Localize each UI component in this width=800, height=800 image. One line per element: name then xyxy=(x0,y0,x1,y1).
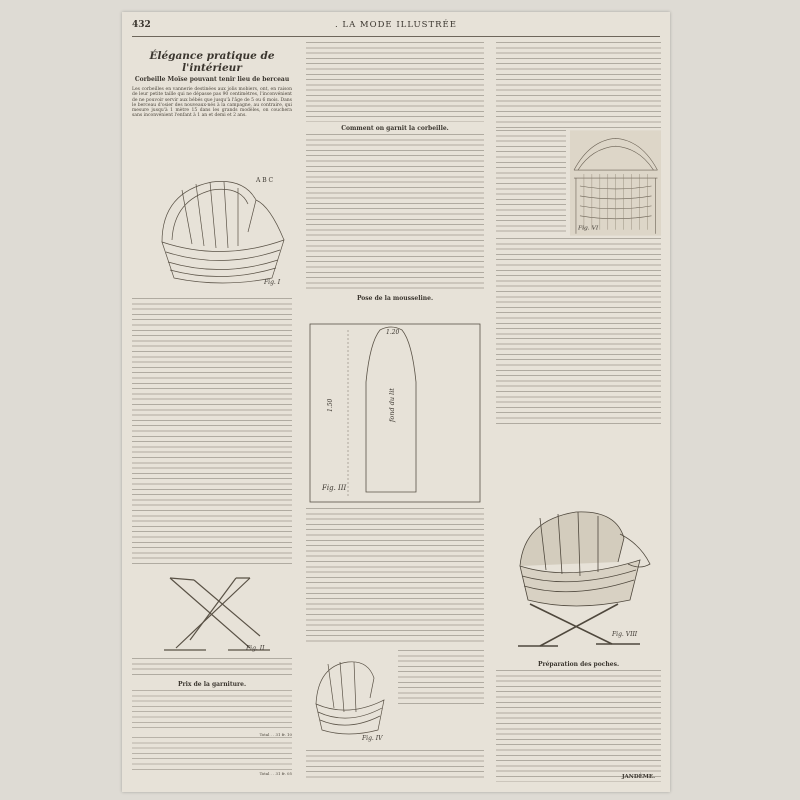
figure-1-bassinet xyxy=(152,170,292,290)
header-rule xyxy=(132,36,660,37)
figure-8-bassinet-on-stand xyxy=(500,504,658,654)
intro-paragraph: Les corbeilles en vannerie destinées aux jolis mobiers, ont, en raison de leur petite taille qui ne dépasse pas 90 centimètres, l'inconvénient de ne pouvoir servir aux bébés que jusqu'à l'âge de 5 ou 6 mois. Dans le berceau d'osier des nouveaux-nés à la campagne, au contraire, qui mesure jusqu'à 1 mètre 15 dans les grands modèles, on couchera sans inconvénient l'enfant à 1 an et demi et 2 ans. xyxy=(132,87,292,119)
col3-top-split xyxy=(496,130,661,236)
fig3-center-label: fond du lit xyxy=(388,388,396,422)
col3-bottom xyxy=(496,658,661,782)
journal-title: . LA MODE ILLUSTRÉE xyxy=(335,20,457,30)
figure-4-small-bassinet xyxy=(308,648,394,744)
price-total-1: Total . . 31 fr. 10 xyxy=(259,732,292,737)
heading-garnir: Comment on garnit la corbeille. xyxy=(341,125,449,132)
col2-footer-text xyxy=(306,750,484,778)
price-total-2: Total . . 31 fr. 05 xyxy=(259,771,292,777)
heading-poches: Préparation des poches. xyxy=(537,661,620,668)
article-subtitle: Corbeille Moïse pouvant tenir lieu de berceau xyxy=(134,76,290,83)
author-signature: JANDÈME. xyxy=(621,774,655,780)
fig1-caption: Fig. I xyxy=(264,279,281,286)
fig3-caption: Fig. III xyxy=(322,484,347,492)
column-1 xyxy=(132,42,292,782)
garniture-heading: Prix de la garniture. xyxy=(177,681,247,688)
fig2-caption: Fig. II xyxy=(246,645,265,652)
column-3 xyxy=(496,42,661,782)
magazine-page xyxy=(122,12,670,792)
page-number: 432 xyxy=(132,20,151,30)
col2-side-text xyxy=(398,650,484,704)
column-2 xyxy=(306,42,484,782)
fig8-caption: Fig. VIII xyxy=(612,631,638,638)
col2-lower-text xyxy=(306,508,484,642)
col1-bottom xyxy=(132,658,292,776)
fig1-letters: A B C xyxy=(256,177,274,184)
fig3-width: 1.20 xyxy=(386,329,400,336)
article-title: Élégance pratique de l'intérieur xyxy=(149,50,275,74)
figure-2-stand xyxy=(150,570,280,654)
col1-body-text xyxy=(132,298,292,568)
page-header xyxy=(132,20,660,34)
figure-3-pattern xyxy=(308,322,482,504)
fig6-caption: Fig. VI xyxy=(577,224,598,232)
figure-6-pleated-frill xyxy=(570,130,661,236)
fig4-caption: Fig. IV xyxy=(362,735,383,742)
heading-mousseline: Pose de la mousseline. xyxy=(356,295,434,302)
fig3-height: 1.50 xyxy=(327,398,334,412)
